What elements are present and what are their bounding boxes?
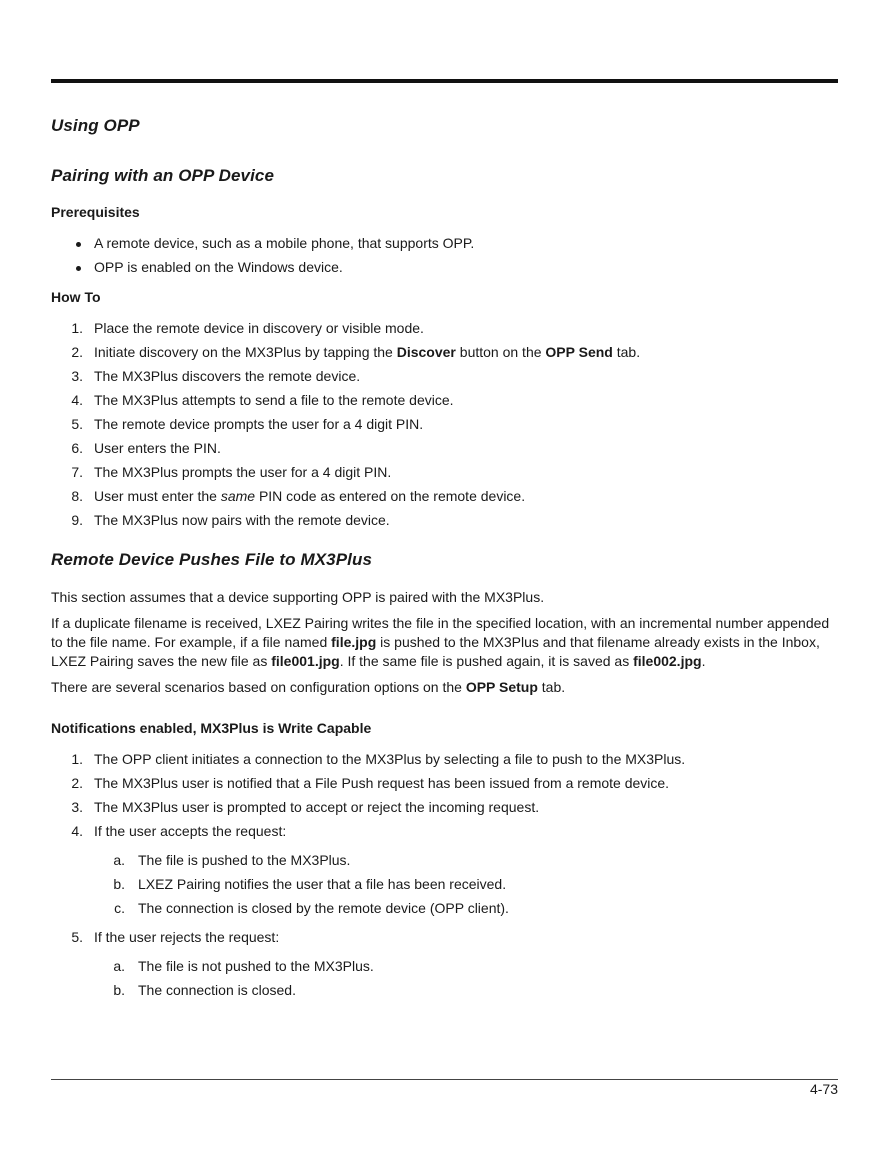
step-number: 8. — [71, 488, 83, 504]
sub-step-letter: b. — [113, 876, 125, 892]
step-text: If the user accepts the request: — [94, 823, 287, 839]
text-run: Initiate discovery on the MX3Plus by tapping the — [94, 344, 397, 360]
list-item: OPP is enabled on the Windows device. — [51, 258, 841, 277]
list-item — [51, 439, 841, 458]
italic-text: same — [220, 488, 256, 504]
list-item — [51, 319, 841, 338]
bold-text: file002.jpg — [633, 653, 702, 669]
sub-step-list — [94, 851, 841, 918]
step-number: 2. — [71, 775, 83, 791]
list-item — [51, 343, 841, 362]
page-content — [51, 116, 841, 1020]
step-number: 3. — [71, 368, 83, 384]
list-item — [51, 798, 841, 817]
text-run: If a duplicate filename is received, LXEZ Pairing writes the file in the specified location, with an incremental number appended to the file name. For example, if a file named — [51, 615, 830, 650]
bold-text: OPP Send — [545, 344, 613, 360]
step-number: 4. — [71, 823, 83, 839]
sub-step-letter: b. — [113, 982, 125, 998]
sub-step-text: The file is not pushed to the MX3Plus. — [138, 958, 374, 974]
list-item — [51, 928, 841, 1000]
text-run: The remote device prompts the user for a 4 digit PIN. — [94, 416, 424, 432]
step-number: 2. — [71, 344, 83, 360]
step-number: 1. — [71, 320, 83, 336]
sub-step-letter: a. — [113, 958, 125, 974]
prerequisites-list — [51, 234, 841, 277]
sub-step-text: LXEZ Pairing notifies the user that a file has been received. — [138, 876, 507, 892]
sub-step-text: The connection is closed by the remote device (OPP client). — [138, 900, 509, 916]
bullet-icon — [76, 266, 81, 271]
page-number: 4-73 — [809, 1081, 838, 1097]
text-run: tab. — [537, 679, 566, 695]
bold-text: file.jpg — [331, 634, 377, 650]
sub-list-item — [94, 851, 841, 870]
text-run: button on the — [455, 344, 546, 360]
sub-list-item — [94, 981, 841, 1000]
notifications-heading: Notifications enabled, MX3Plus is Write Capable — [51, 720, 372, 736]
sub-list-item — [94, 899, 841, 918]
push-steps-list — [51, 750, 841, 1000]
text-run: The MX3Plus attempts to send a file to the remote device. — [94, 392, 454, 408]
prerequisites-heading: Prerequisites — [51, 204, 140, 220]
step-number: 4. — [71, 392, 83, 408]
text-run: Place the remote device in discovery or visible mode. — [94, 320, 424, 336]
paragraph — [51, 614, 841, 671]
howto-heading: How To — [51, 289, 101, 305]
text-run: The MX3Plus now pairs with the remote device. — [94, 512, 390, 528]
step-text: The MX3Plus user is prompted to accept or reject the incoming request. — [94, 799, 540, 815]
sub-step-list — [94, 957, 841, 1000]
step-number: 5. — [71, 416, 83, 432]
sub-list-item — [94, 875, 841, 894]
step-number: 9. — [71, 512, 83, 528]
text-run: . If the same file is pushed again, it is saved as — [339, 653, 634, 669]
text-run: The MX3Plus prompts the user for a 4 digit PIN. — [94, 464, 392, 480]
header-rule — [51, 79, 838, 83]
list-item — [51, 487, 841, 506]
list-item — [51, 511, 841, 530]
step-number: 3. — [71, 799, 83, 815]
sub-step-letter: c. — [114, 900, 125, 916]
step-text: The OPP client initiates a connection to the MX3Plus by selecting a file to push to the MX3Plus. — [94, 751, 686, 767]
bold-text: OPP Setup — [465, 679, 538, 695]
list-item — [51, 463, 841, 482]
push-heading: Remote Device Pushes File to MX3Plus — [51, 550, 373, 569]
pairing-heading: Pairing with an OPP Device — [51, 166, 275, 185]
list-item — [51, 822, 841, 918]
list-item — [51, 774, 841, 793]
paragraph — [51, 588, 841, 607]
list-item: A remote device, such as a mobile phone, that supports OPP. — [51, 234, 841, 253]
list-item — [51, 750, 841, 769]
footer-rule — [51, 1079, 838, 1080]
bold-text: Discover — [396, 344, 456, 360]
text-run: This section assumes that a device supporting OPP is paired with the MX3Plus. — [51, 589, 545, 605]
text-run: is pushed to the MX3Plus and that filename already exists in the Inbox, LXEZ Pairing saves the new file as — [51, 634, 820, 669]
sub-step-letter: a. — [113, 852, 125, 868]
step-number: 7. — [71, 464, 83, 480]
step-text: The MX3Plus user is notified that a File Push request has been issued from a remote device. — [94, 775, 670, 791]
text-run: . — [701, 653, 706, 669]
bullet-icon — [76, 242, 81, 247]
step-number: 1. — [71, 751, 83, 767]
bold-text: file001.jpg — [271, 653, 340, 669]
list-item — [51, 415, 841, 434]
text-run: There are several scenarios based on configuration options on the — [51, 679, 466, 695]
push-paragraphs — [51, 588, 841, 697]
sub-list-item — [94, 957, 841, 976]
step-number: 5. — [71, 929, 83, 945]
step-number: 6. — [71, 440, 83, 456]
text-run: PIN code as entered on the remote device. — [255, 488, 526, 504]
text-run: User enters the PIN. — [94, 440, 221, 456]
list-item — [51, 391, 841, 410]
text-run: User must enter the — [94, 488, 221, 504]
sub-step-text: The connection is closed. — [138, 982, 296, 998]
pairing-steps-list — [51, 319, 841, 530]
section-title: Using OPP — [51, 116, 140, 135]
text-run: tab. — [612, 344, 641, 360]
paragraph — [51, 678, 841, 697]
step-text: If the user rejects the request: — [94, 929, 280, 945]
text-run: The MX3Plus discovers the remote device. — [94, 368, 361, 384]
list-item — [51, 367, 841, 386]
sub-step-text: The file is pushed to the MX3Plus. — [138, 852, 351, 868]
